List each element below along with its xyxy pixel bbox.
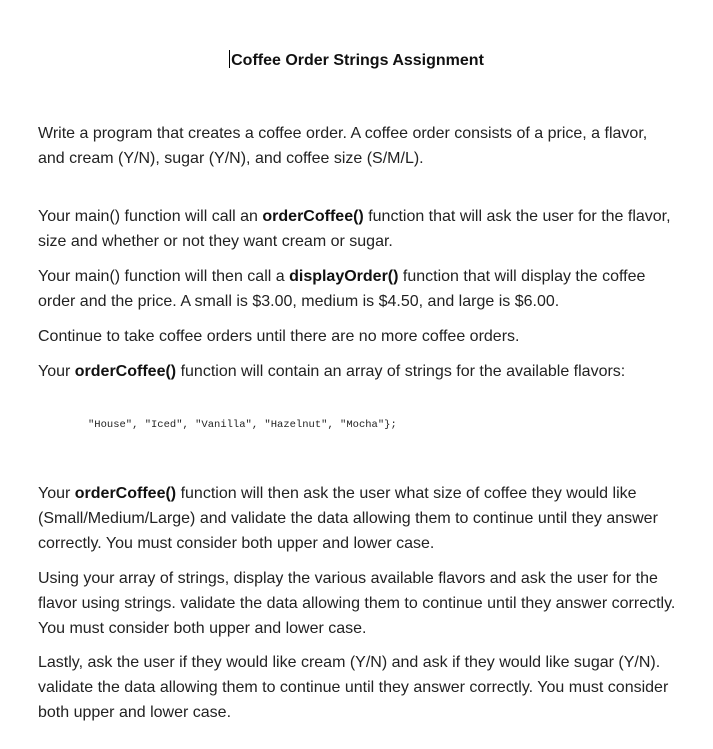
function-name-order-coffee: orderCoffee()	[74, 485, 177, 502]
paragraph-size-validation: Your orderCoffee() function will then ask the user what size of coffee they would like (Small/Medium/Large) and validate the data allowing them to continue until they answer correctly. You must consider both upper and lower case.	[38, 485, 658, 552]
paragraph-order-coffee: Your main() function will call an orderCoffee() function that will ask the user for the flavor, size and whether or not they want cream or sugar.	[38, 208, 671, 250]
function-name-display-order: displayOrder()	[289, 268, 399, 285]
paragraph-flavor-validation: Using your array of strings, display the various available flavors and ask the user for the flavor using strings. validate the data allowing them to continue until they answer correctly. You must consider both upper and lower case.	[38, 570, 676, 637]
code-snippet-flavors: "House", "Iced", "Vanilla", "Hazelnut", "Mocha"};	[88, 419, 397, 431]
document-title-text: Coffee Order Strings Assignment	[231, 52, 484, 69]
paragraph-intro: Write a program that creates a coffee order. A coffee order consists of a price, a flavor, and cream (Y/N), sugar (Y/N), and coffee size (S/M/L).	[38, 125, 648, 167]
paragraph-flavor-array: Your orderCoffee() function will contain an array of strings for the available flavors:	[38, 363, 626, 380]
paragraph-display-order: Your main() function will then call a displayOrder() function that will display the coffee order and the price. A small is $3.00, medium is $4.50, and large is $6.00.	[38, 268, 646, 310]
function-name-order-coffee: orderCoffee()	[74, 363, 177, 380]
text-cursor	[229, 50, 230, 68]
document-title	[0, 50, 713, 70]
paragraph-cream-sugar: Lastly, ask the user if they would like cream (Y/N) and ask if they would like sugar (Y/N). validate the data allowing them to continue until they answer correctly. You must consider both upper and lower case.	[38, 654, 669, 721]
function-name-order-coffee: orderCoffee()	[262, 208, 364, 225]
paragraph-continue: Continue to take coffee orders until there are no more coffee orders.	[38, 328, 520, 345]
